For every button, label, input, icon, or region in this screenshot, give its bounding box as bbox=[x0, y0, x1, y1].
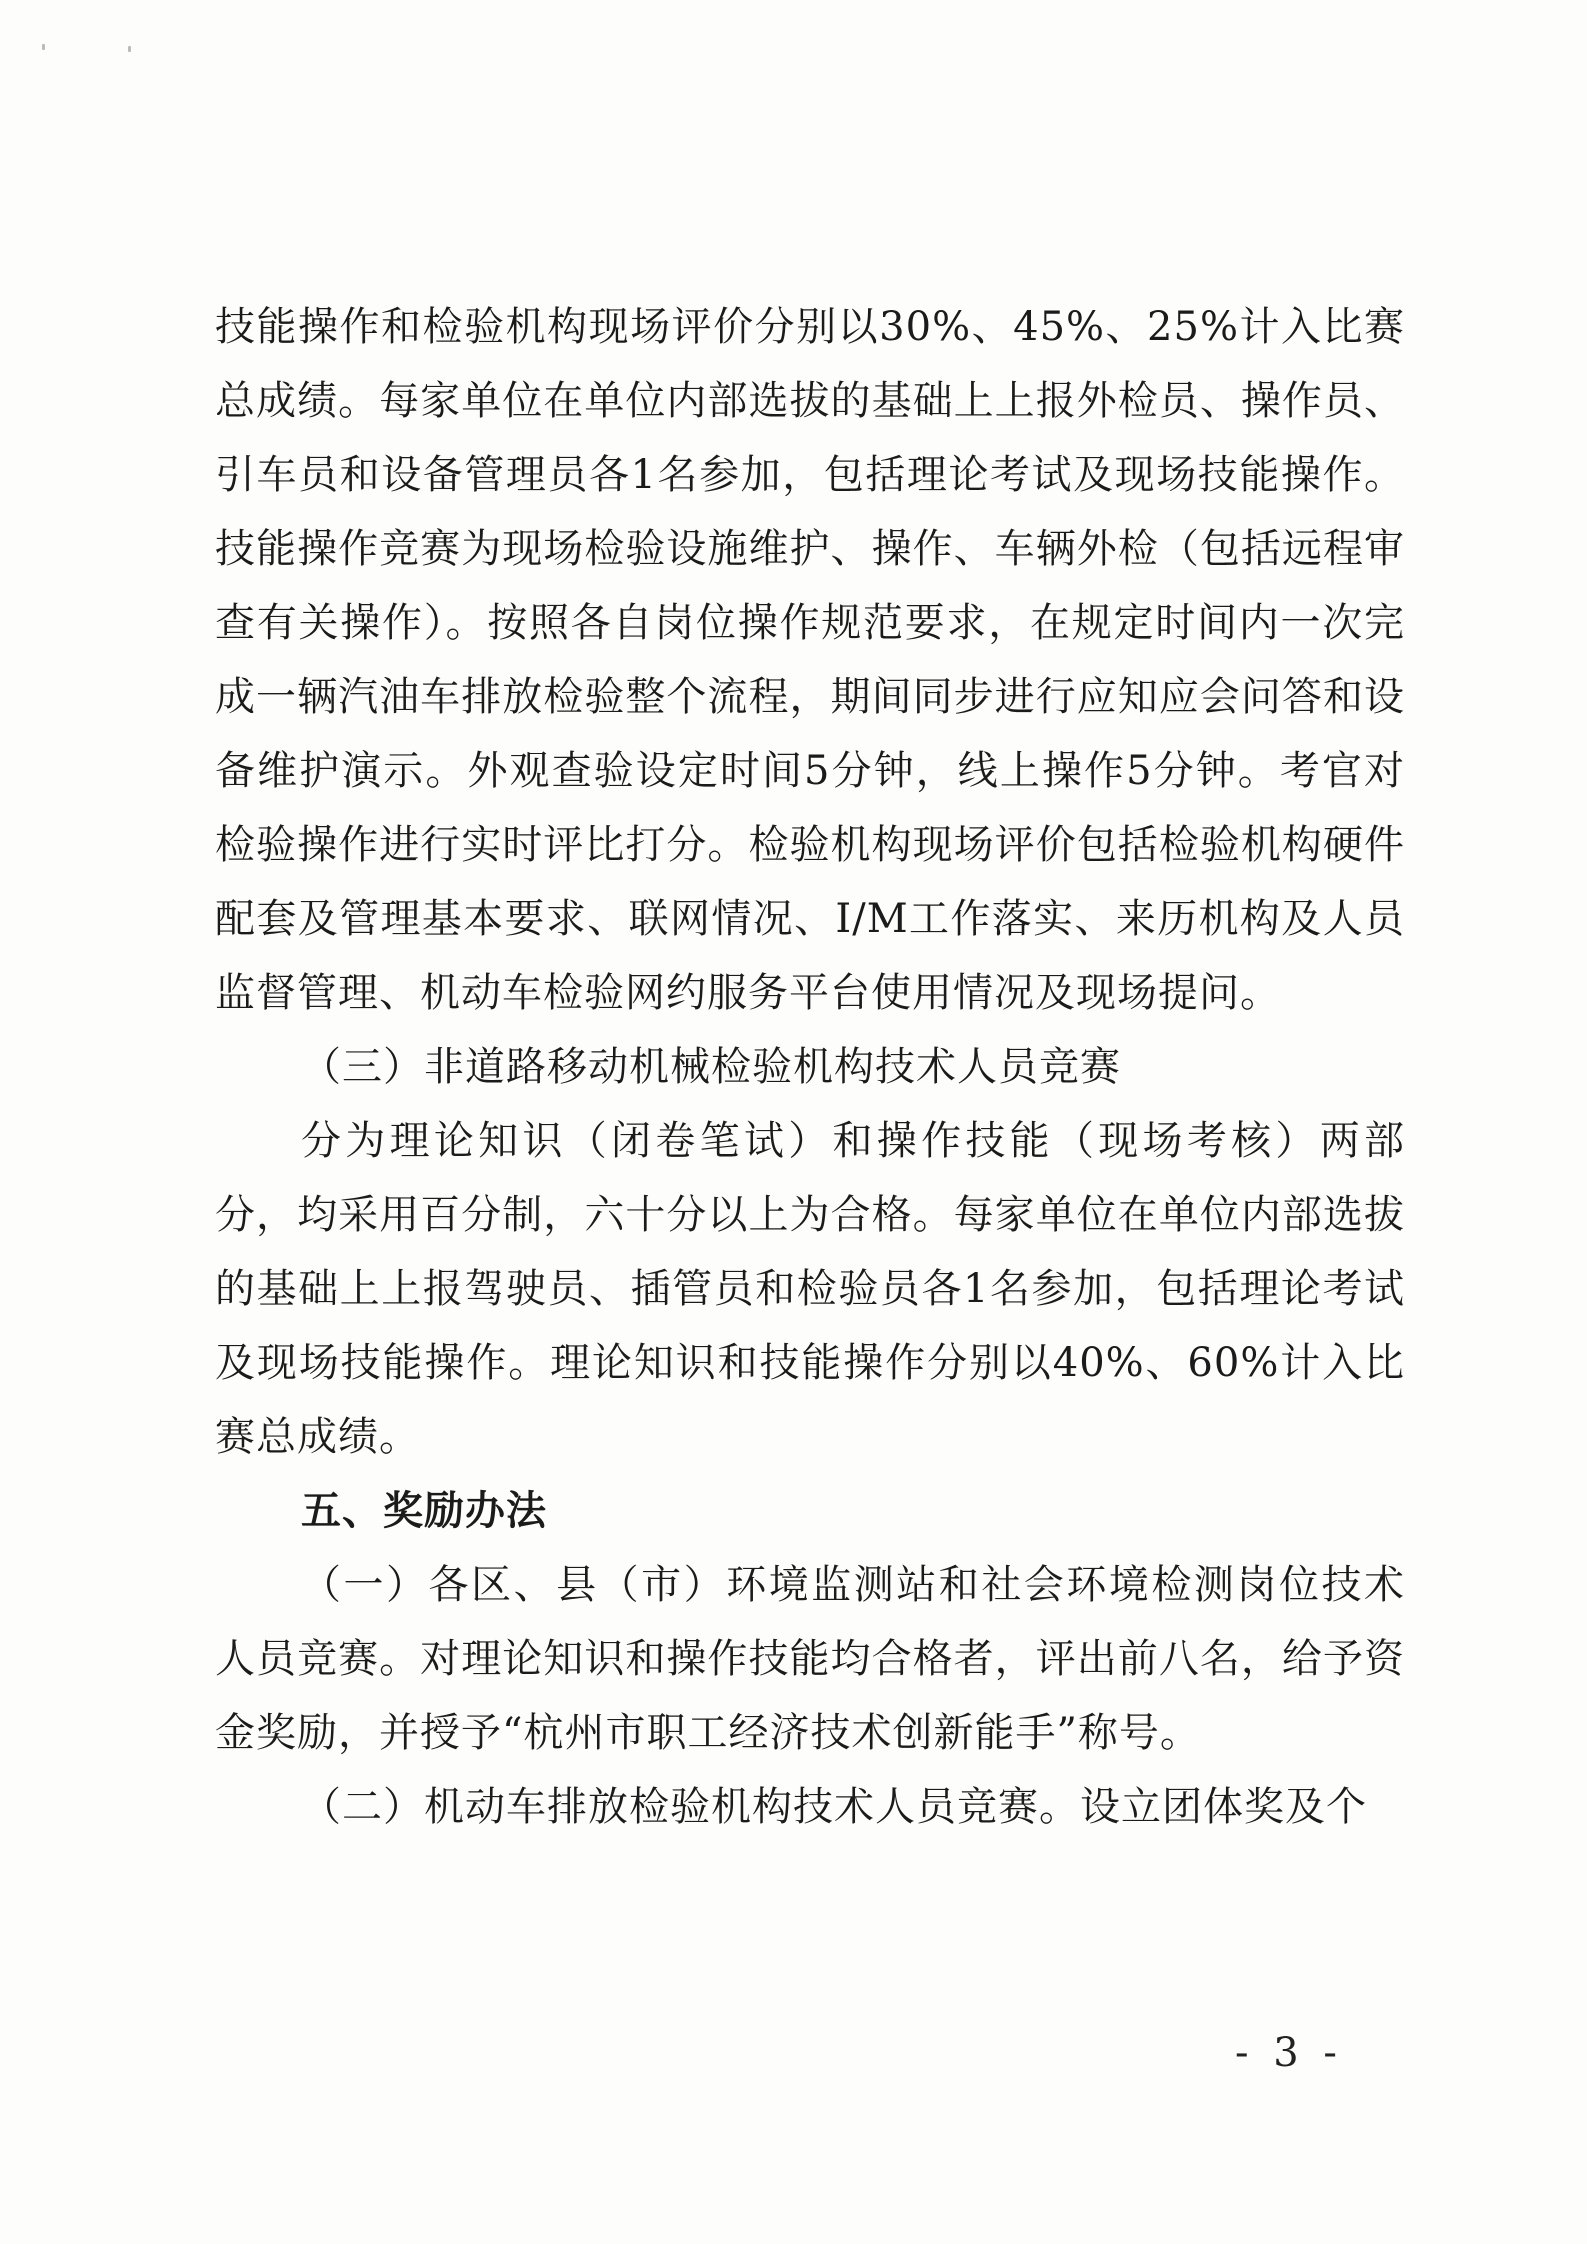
page-number: - 3 - bbox=[1235, 2030, 1343, 2076]
paragraph-1: 技能操作和检验机构现场评价分别以30%、45%、25%计入比赛总成绩。每家单位在单位内部选拔的基础上上报外检员、操作员、引车员和设备管理员各1名参加，包括理论考试及现场技能操作。技能操作竞赛为现场检验设施维护、操作、车辆外检（包括远程审查有关操作）。按照各自岗位操作规范要求，在规定时间内一次完成一辆汽油车排放检验整个流程，期间同步进行应知应会问答和设备维护演示。外观查验设定时间5分钟，线上操作5分钟。考官对检验操作进行实时评比打分。检验机构现场评价包括检验机构硬件配套及管理基本要求、联网情况、I/M工作落实、来历机构及人员监督管理、机动车检验网约服务平台使用情况及现场提问。 bbox=[215, 304, 1405, 1016]
section-heading-awards: 五、奖励办法 bbox=[301, 1488, 547, 1534]
document-body bbox=[215, 290, 1405, 1844]
scan-artifact bbox=[128, 46, 131, 52]
paragraph-5: （一）各区、县（市）环境监测站和社会环境检测岗位技术人员竞赛。对理论知识和操作技能均合格者，评出前八名，给予资金奖励，并授予“杭州市职工经济技术创新能手”称号。 bbox=[215, 1562, 1405, 1756]
subheading-non-road-machinery: （三）非道路移动机械检验机构技术人员竞赛 bbox=[301, 1044, 1121, 1090]
scan-artifact bbox=[42, 44, 45, 50]
paragraph-3: 分为理论知识（闭卷笔试）和操作技能（现场考核）两部分，均采用百分制，六十分以上为合格。每家单位在单位内部选拔的基础上上报驾驶员、插管员和检验员各1名参加，包括理论考试及现场技能操作。理论知识和技能操作分别以40%、60%计入比赛总成绩。 bbox=[215, 1118, 1405, 1460]
paragraph-6: （二）机动车排放检验机构技术人员竞赛。设立团体奖及个 bbox=[301, 1784, 1367, 1830]
